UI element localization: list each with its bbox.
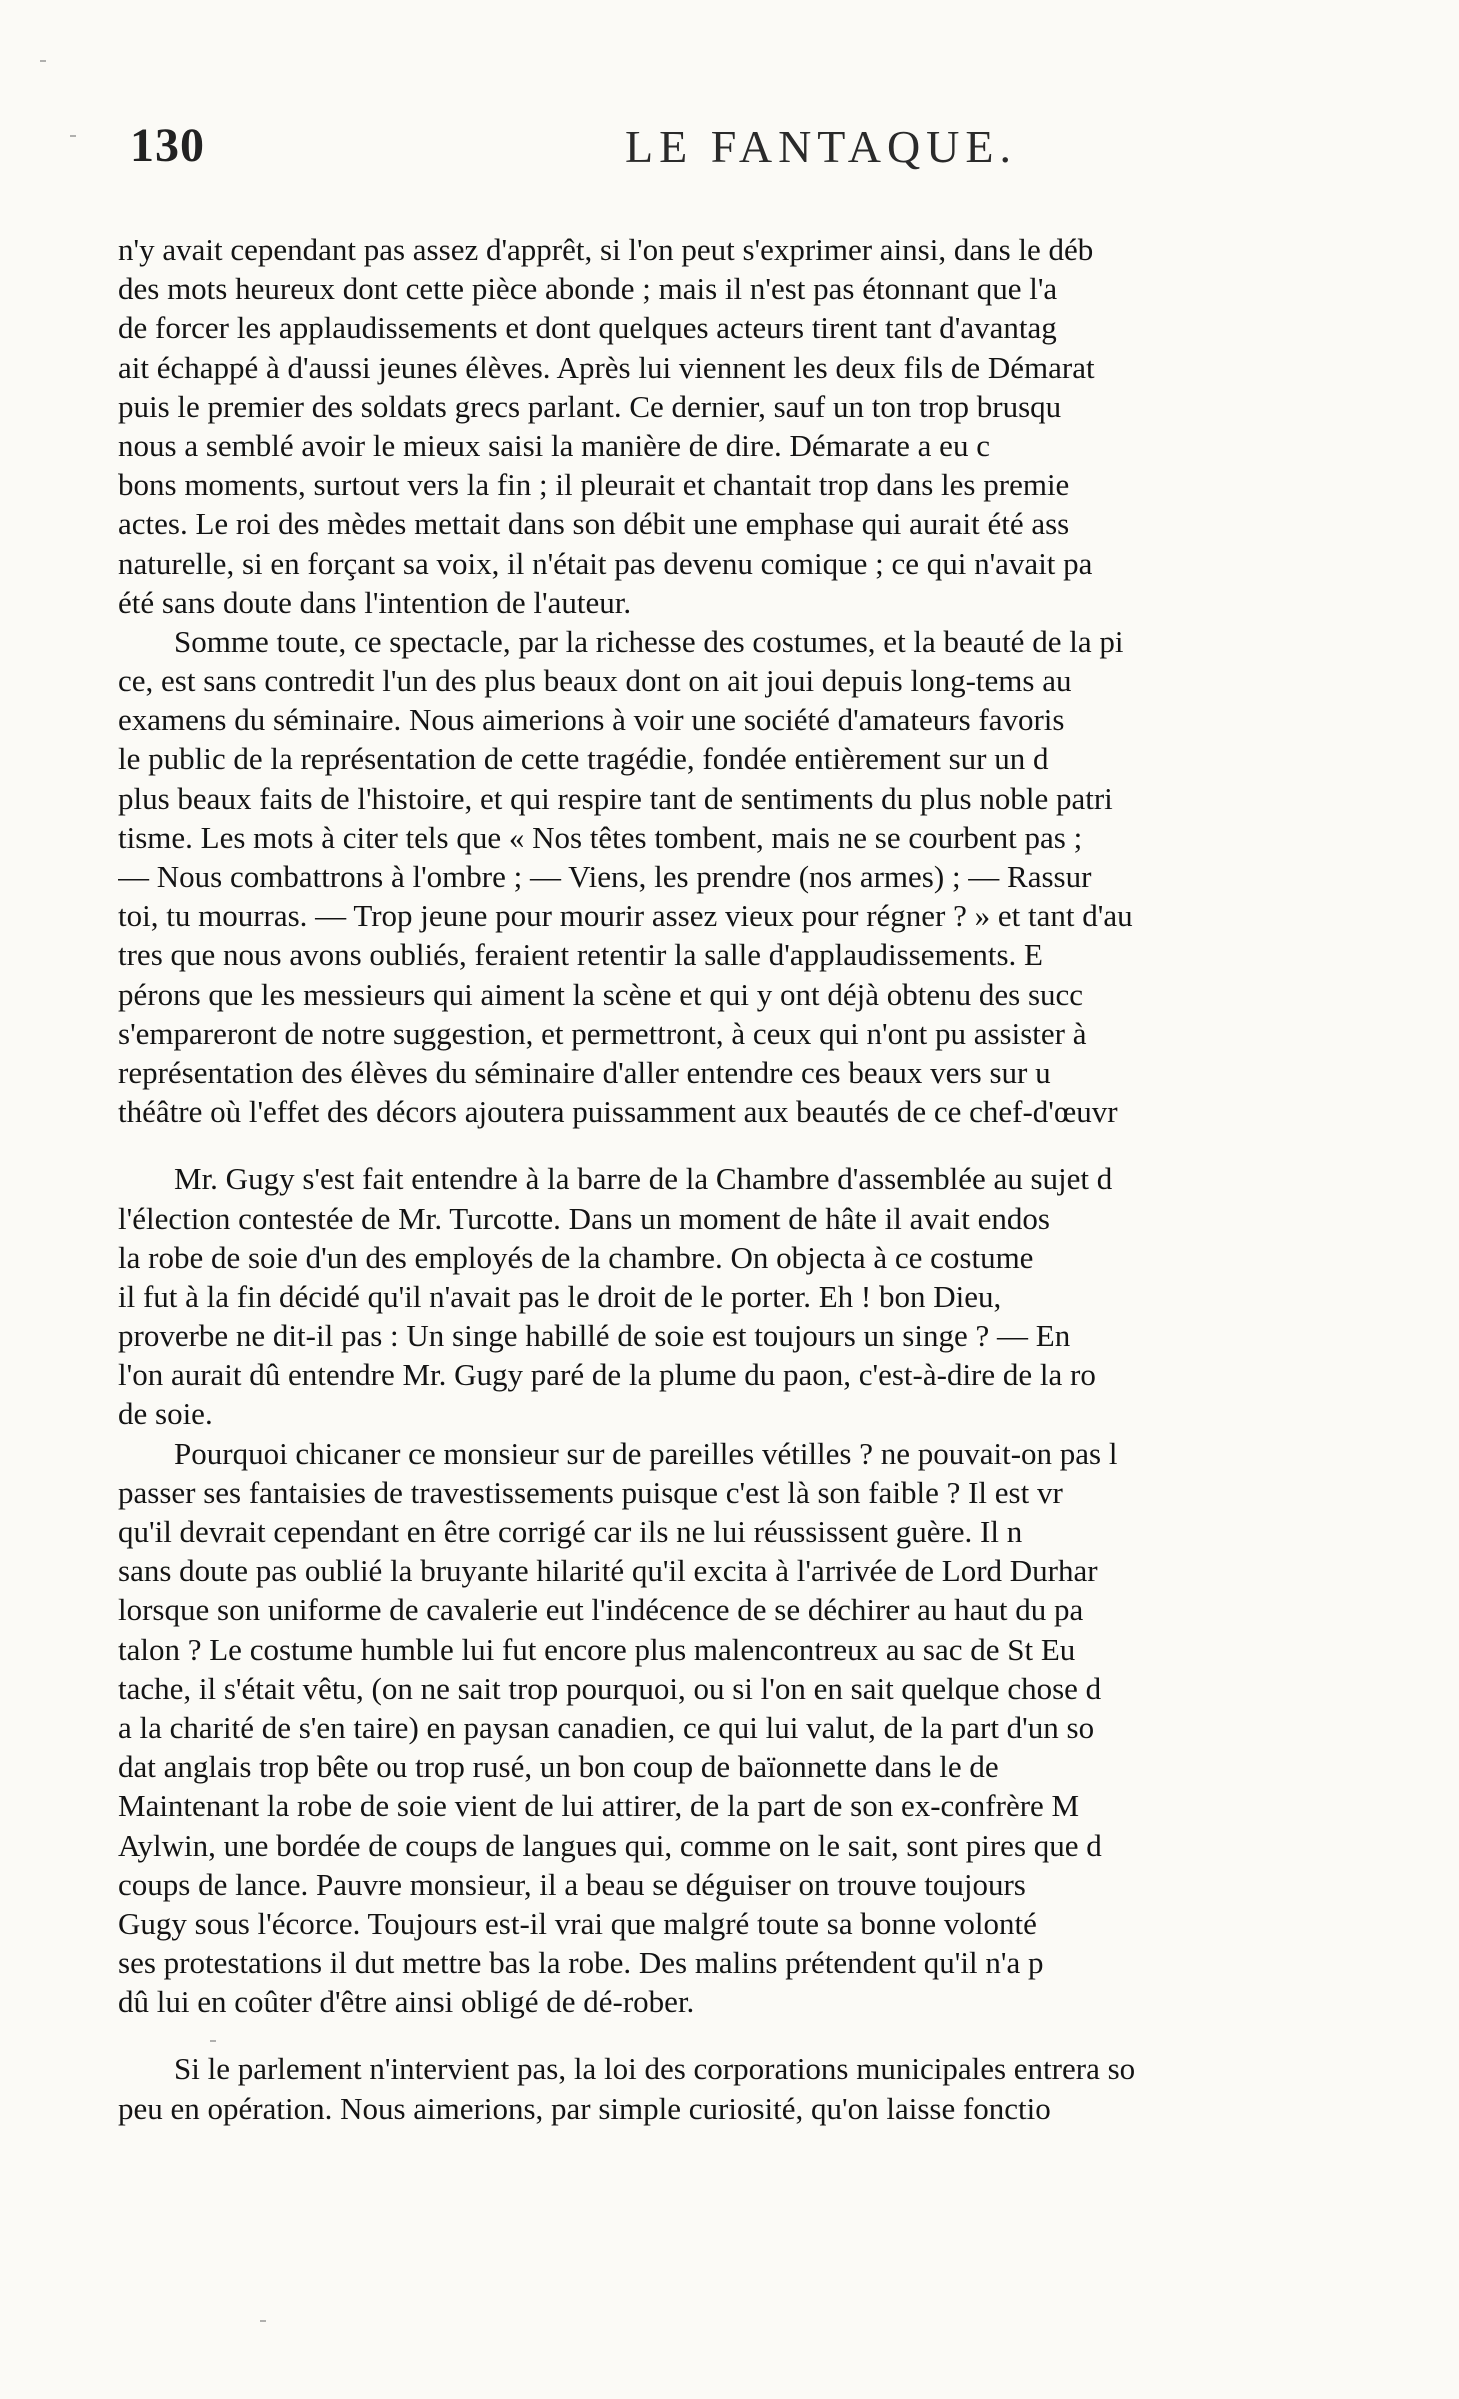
text-line: Gugy sous l'écorce. Toujours est-il vrai que malgré toute sa bonne volonté — [118, 1905, 1037, 1941]
text-line: passer ses fantaisies de travestissements puisque c'est là son faible ? Il est vr — [118, 1474, 1063, 1510]
paragraph-start-line: Mr. Gugy s'est fait entendre à la barre de la Chambre d'assemblée au sujet d — [174, 1161, 1113, 1197]
page-number: 130 — [130, 119, 205, 172]
print-speck — [260, 2320, 266, 2322]
text-line: tisme. Les mots à citer tels que « Nos têtes tombent, mais ne se courbent pas ; — [118, 819, 1083, 855]
text-line: toi, tu mourras. — Trop jeune pour mourir assez vieux pour régner ? » et tant d'au — [118, 898, 1133, 934]
print-speck — [70, 135, 76, 137]
text-line: sans doute pas oublié la bruyante hilarité qu'il excita à l'arrivée de Lord Durhar — [118, 1553, 1098, 1589]
text-line: été sans doute dans l'intention de l'auteur. — [118, 584, 632, 620]
text-line: l'élection contestée de Mr. Turcotte. Dans un moment de hâte il avait endos — [118, 1200, 1050, 1236]
text-line: examens du séminaire. Nous aimerions à voir une société d'amateurs favoris — [118, 702, 1065, 738]
text-line: tres que nous avons oubliés, feraient retentir la salle d'applaudissements. E — [118, 937, 1043, 973]
running-title: LE FANTAQUE. — [625, 121, 1017, 172]
text-line: de soie. — [118, 1396, 213, 1432]
text-line: de forcer les applaudissements et dont quelques acteurs tirent tant d'avantag — [118, 310, 1057, 346]
text-line: lorsque son uniforme de cavalerie eut l'indécence de se déchirer au haut du pa — [118, 1592, 1084, 1628]
text-line: Aylwin, une bordée de coups de langues qui, comme on le sait, sont pires que d — [118, 1827, 1102, 1863]
article-body — [118, 230, 1448, 2128]
paragraph-gap — [118, 1131, 1448, 1159]
text-line: dû lui en coûter d'être ainsi obligé de dé-rober. — [118, 1984, 695, 2020]
text-line: naturelle, si en forçant sa voix, il n'était pas devenu comique ; ce qui n'avait pa — [118, 545, 1093, 581]
text-line: Maintenant la robe de soie vient de lui attirer, de la part de son ex-confrère M — [118, 1788, 1080, 1824]
text-line: puis le premier des soldats grecs parlant. Ce dernier, sauf un ton trop brusqu — [118, 388, 1062, 424]
text-line: dat anglais trop bête ou trop rusé, un bon coup de baïonnette dans le de — [118, 1749, 999, 1785]
text-line: talon ? Le costume humble lui fut encore plus malencontreux au sac de St Eu — [118, 1631, 1076, 1667]
text-line: l'on aurait dû entendre Mr. Gugy paré de la plume du paon, c'est-à-dire de la ro — [118, 1357, 1096, 1393]
text-line: actes. Le roi des mèdes mettait dans son débit une emphase qui aurait été ass — [118, 506, 1070, 542]
text-line: nous a semblé avoir le mieux saisi la manière de dire. Démarate a eu c — [118, 427, 990, 463]
text-line: plus beaux faits de l'histoire, et qui respire tant de sentiments du plus noble patri — [118, 780, 1113, 816]
print-speck — [210, 2040, 216, 2042]
text-line: ait échappé à d'aussi jeunes élèves. Après lui viennent les deux fils de Démarat — [118, 349, 1095, 385]
text-line: le public de la représentation de cette tragédie, fondée entièrement sur un d — [118, 741, 1049, 777]
text-line: bons moments, surtout vers la fin ; il pleurait et chantait trop dans les premie — [118, 467, 1070, 503]
text-line: s'empareront de notre suggestion, et permettront, à ceux qui n'ont pu assister à — [118, 1015, 1087, 1051]
paragraph-start-line: Si le parlement n'intervient pas, la loi des corporations municipales entrera so — [174, 2051, 1136, 2087]
text-line: qu'il devrait cependant en être corrigé car ils ne lui réussissent guère. Il n — [118, 1514, 1023, 1549]
text-line: des mots heureux dont cette pièce abonde ; mais il n'est pas étonnant que l'a — [118, 271, 1058, 307]
text-line: représentation des élèves du séminaire d'aller entendre ces beaux vers sur u — [118, 1054, 1051, 1090]
text-line: proverbe ne dit-il pas : Un singe habillé de soie est toujours un singe ? — En — [118, 1318, 1071, 1354]
print-speck — [40, 60, 46, 62]
page-header — [0, 118, 1459, 188]
text-line: ce, est sans contredit l'un des plus beaux dont on ait joui depuis long-tems au — [118, 663, 1072, 699]
text-line: tache, il s'était vêtu, (on ne sait trop pourquoi, ou si l'on en sait quelque chose d — [118, 1670, 1102, 1706]
text-line: il fut à la fin décidé qu'il n'avait pas le droit de le porter. Eh ! bon Dieu, — [118, 1278, 1002, 1314]
paragraph-gap — [118, 2021, 1448, 2049]
text-line: coups de lance. Pauvre monsieur, il a beau se déguiser on trouve toujours — [118, 1866, 1026, 1902]
text-line: n'y avait cependant pas assez d'apprêt, si l'on peut s'exprimer ainsi, dans le déb — [118, 232, 1094, 267]
text-line: — Nous combattrons à l'ombre ; — Viens, les prendre (nos armes) ; — Rassur — [118, 859, 1092, 894]
text-line: ses protestations il dut mettre bas la robe. Des malins prétendent qu'il n'a p — [118, 1945, 1044, 1981]
text-line: théâtre où l'effet des décors ajoutera puissamment aux beautés de ce chef-d'œuvr — [118, 1094, 1118, 1130]
text-line: pérons que les messieurs qui aiment la scène et qui y ont déjà obtenu des succ — [118, 976, 1084, 1012]
text-line: peu en opération. Nous aimerions, par simple curiosité, qu'on laisse fonctio — [118, 2090, 1051, 2126]
text-line: la robe de soie d'un des employés de la chambre. On objecta à ce costume — [118, 1239, 1034, 1275]
text-line: a la charité de s'en taire) en paysan canadien, ce qui lui valut, de la part d'un so — [118, 1709, 1095, 1745]
paragraph-start-line: Pourquoi chicaner ce monsieur sur de pareilles vétilles ? ne pouvait-on pas l — [174, 1435, 1118, 1471]
paragraph-start-line: Somme toute, ce spectacle, par la richesse des costumes, et la beauté de la pi — [174, 623, 1124, 659]
